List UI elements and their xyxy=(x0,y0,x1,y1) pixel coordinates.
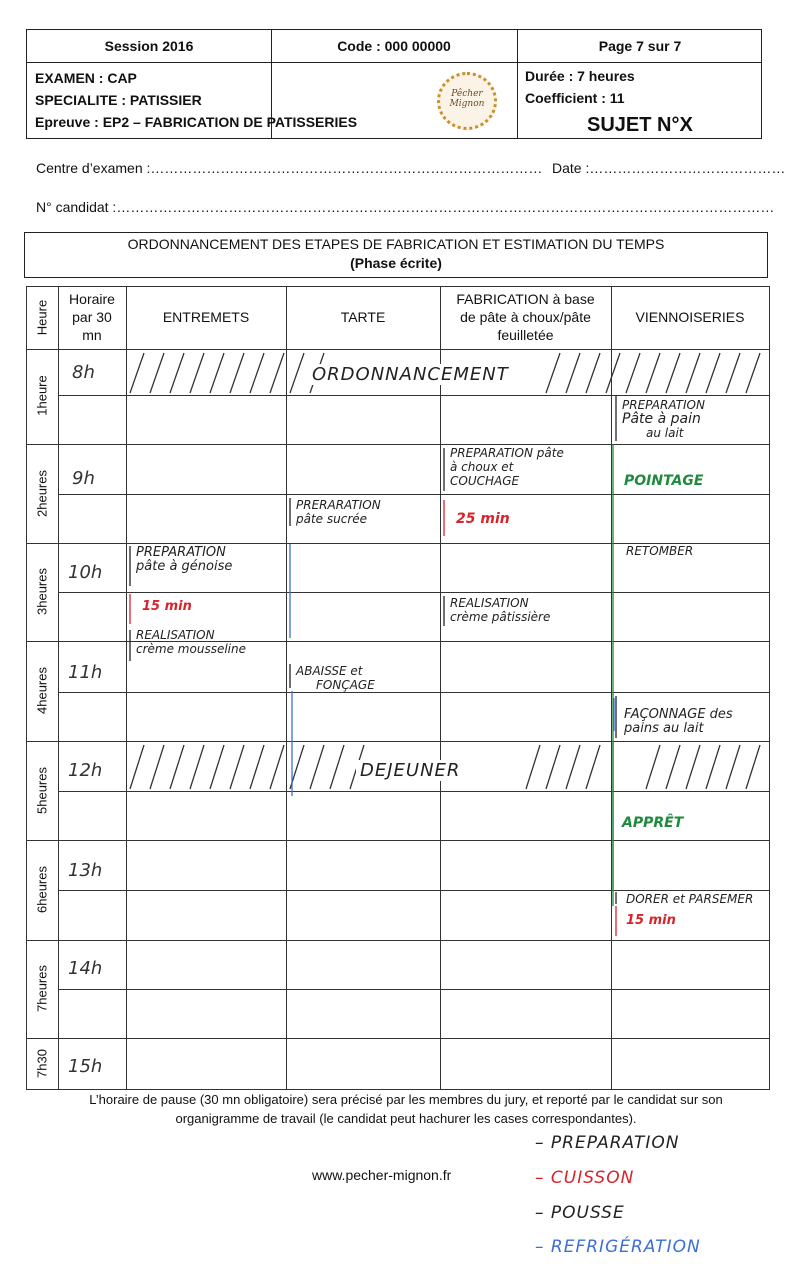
t-preparation-note: PRERARATION pâte sucrée xyxy=(296,498,381,526)
e-preparation-note: PREPARATION pâte à génoise xyxy=(136,545,233,574)
row-label: 5heures xyxy=(34,767,50,814)
hour-cell: 14h xyxy=(68,958,103,979)
hour-cell: 12h xyxy=(68,760,103,781)
row-label: 7h30 xyxy=(34,1049,50,1078)
dejeuner-band: DEJEUNER xyxy=(356,760,464,781)
footnote: L’horaire de pause (30 mn obligatoire) sera précisé par les membres du jury, et reporté par le candidat sur son organigramme de travail (le candidat peut hachurer les cases correspondantes). xyxy=(89,1092,723,1126)
hour-cell: 13h xyxy=(68,860,103,881)
session-label: Session 2016 xyxy=(104,38,194,54)
epreuve-label: Epreuve : EP2 – FABRICATION DE PATISSERIES xyxy=(35,114,358,130)
appret-note: APPRÊT xyxy=(622,815,684,831)
v-preparation-note: PREPARATION Pâte à pain au lait xyxy=(622,398,705,440)
legend-preparation: – PREPARATION xyxy=(535,1133,680,1153)
legend-pousse: – POUSSE xyxy=(535,1203,625,1223)
coefficient-label: Coefficient : 11 xyxy=(525,90,625,106)
table-title xyxy=(24,232,768,278)
row-label: 7heures xyxy=(34,965,50,1012)
f-cuisson-note: 25 min xyxy=(456,511,510,527)
legend-refrigeration: – REFRIGÉRATION xyxy=(535,1237,701,1257)
candidat-dots: …………………………………………………………………………………………………………………………… xyxy=(116,199,775,215)
col-viennoiseries: VIENNOISERIES xyxy=(635,309,745,325)
row-label: 6heures xyxy=(34,866,50,913)
col-entremets: ENTREMETS xyxy=(162,309,250,325)
centre-dots: ………………………………………………………………………… xyxy=(150,160,543,176)
centre-field[interactable] xyxy=(36,160,542,176)
header-divider xyxy=(27,62,761,63)
candidat-label: N° candidat : xyxy=(36,199,117,215)
t-abaisse-note: ABAISSE et FONÇAGE xyxy=(296,664,375,692)
col-horaire: Horaire par 30 mn xyxy=(69,291,115,343)
pecher-mignon-logo: Pêcher Mignon xyxy=(437,72,497,130)
row-label: 3heures xyxy=(34,568,50,615)
schedule-grid xyxy=(26,286,770,1090)
code-label: Code : 000 00000 xyxy=(337,38,451,54)
legend-cuisson: – CUISSON xyxy=(535,1168,635,1188)
duree-label: Durée : 7 heures xyxy=(525,68,635,84)
pointage-note: POINTAGE xyxy=(624,473,704,489)
hour-cell: 9h xyxy=(72,468,95,489)
e-realisation-note: REALISATION crème mousseline xyxy=(136,628,246,656)
specialite-label: SPECIALITE : PATISSIER xyxy=(35,92,202,108)
date-dots: …………………………………… xyxy=(589,160,786,176)
v-dorer-note: DORER et PARSEMER xyxy=(626,892,754,906)
hour-cell: 10h xyxy=(68,562,103,583)
row-label: 1heure xyxy=(34,375,50,416)
ordonnancement-band: ORDONNANCEMENT xyxy=(308,364,513,385)
col-heure: Heure xyxy=(34,299,50,336)
candidat-field[interactable] xyxy=(36,199,774,215)
col-tarte: TARTE xyxy=(340,309,386,325)
hour-cell: 11h xyxy=(68,662,103,683)
website-link[interactable]: www.pecher-mignon.fr xyxy=(312,1167,452,1183)
col-fabrication: FABRICATION à base de pâte à choux/pâte feuilletée xyxy=(456,291,595,343)
date-label: Date : xyxy=(552,160,590,176)
date-field[interactable] xyxy=(552,160,785,176)
title-line1: ORDONNANCEMENT DES ETAPES DE FABRICATION ET ESTIMATION DU TEMPS xyxy=(127,236,665,252)
v-cuisson-note: 15 min xyxy=(626,913,676,928)
e-cuisson-note: 15 min xyxy=(142,599,192,614)
exam-header xyxy=(26,29,762,139)
hour-cell: 15h xyxy=(68,1056,103,1077)
f-preparation-note: PREPARATION pâte à choux et COUCHAGE xyxy=(450,446,564,488)
row-label: 2heures xyxy=(34,470,50,517)
title-line2: (Phase écrite) xyxy=(350,255,442,271)
f-realisation-note: REALISATION crème pâtissière xyxy=(450,596,551,624)
exam-label: EXAMEN : CAP xyxy=(35,70,137,86)
sujet-label: SUJET N°X xyxy=(587,114,693,136)
v-faconnage-note: FAÇONNAGE des pains au lait xyxy=(624,707,733,736)
page-label: Page 7 sur 7 xyxy=(598,38,682,54)
retomber-note: RETOMBER xyxy=(626,544,694,558)
centre-label: Centre d’examen : xyxy=(36,160,151,176)
row-label: 4heures xyxy=(34,667,50,714)
hour-cell: 8h xyxy=(72,362,95,383)
